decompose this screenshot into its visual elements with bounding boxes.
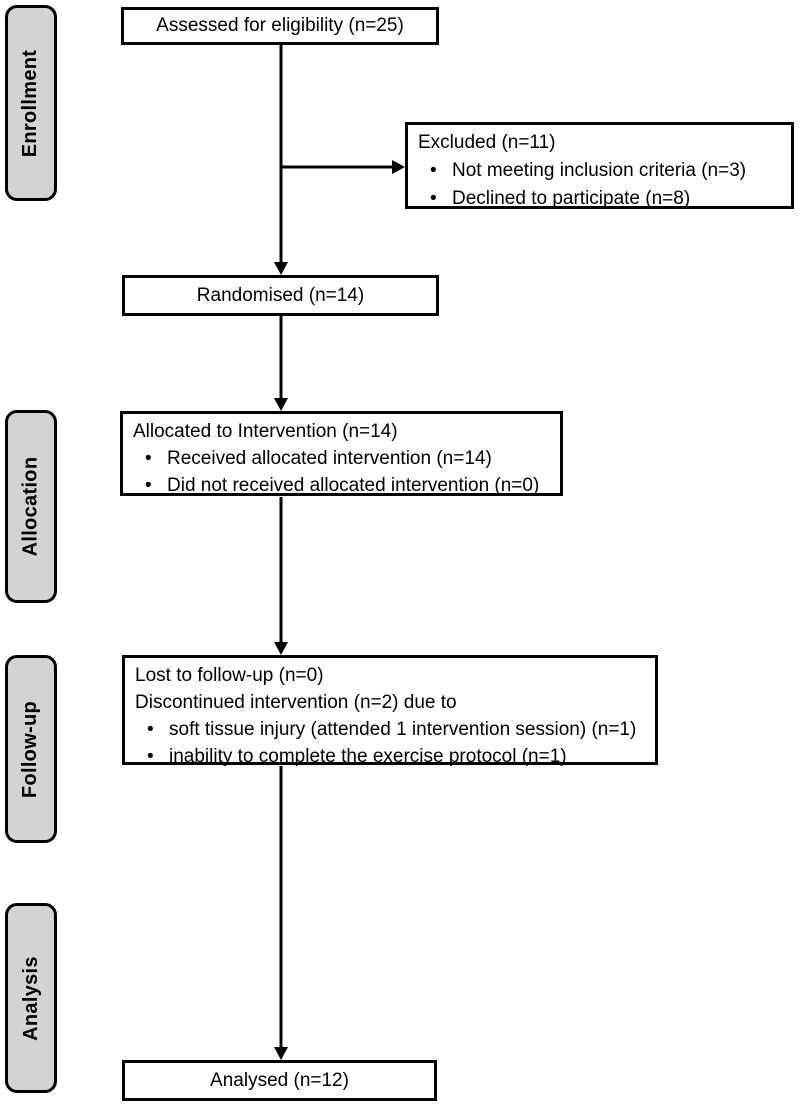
box-analysed-text: Analysed (n=12) <box>210 1069 349 1091</box>
box-assessed-text: Assessed for eligibility (n=25) <box>156 15 404 36</box>
stage-label-analysis-text: Analysis <box>19 955 42 1041</box>
list-item: • Declined to participate (n=8) <box>418 185 781 213</box>
list-item: • Received allocated intervention (n=14) <box>133 445 550 472</box>
box-allocated-bullet-list <box>133 445 550 499</box>
box-analysed <box>122 1060 437 1101</box>
box-followup-bullet-list <box>135 716 645 770</box>
box-allocated-to-intervention <box>120 411 563 496</box>
stage-label-followup-text: Follow-up <box>19 700 42 798</box>
stage-label-analysis <box>5 903 57 1093</box>
stage-label-allocation <box>5 410 57 603</box>
stage-label-allocation-text: Allocation <box>19 456 42 557</box>
box-randomised-text: Randomised (n=14) <box>196 284 365 306</box>
arrow-assessed-to-randomised <box>274 45 288 275</box>
list-item: • Not meeting inclusion criteria (n=3) <box>418 157 781 185</box>
arrow-followup-to-analysed <box>274 766 288 1060</box>
box-followup-line-2: Discontinued intervention (n=2) due to <box>135 692 457 713</box>
arrow-randomised-to-allocated <box>274 316 288 411</box>
list-item: • inability to complete the exercise protocol (n=1) <box>135 743 645 770</box>
box-randomised <box>122 275 439 316</box>
box-followup-line-1: Lost to follow-up (n=0) <box>135 665 324 686</box>
stage-label-enrollment-text: Enrollment <box>19 49 42 157</box>
box-excluded <box>405 122 794 209</box>
stage-label-followup <box>5 655 57 843</box>
box-assessed-for-eligibility <box>121 7 439 45</box>
list-item: • Did not received allocated intervention (n=0) <box>133 472 550 499</box>
stage-label-enrollment <box>5 5 57 201</box>
box-lost-to-followup <box>122 655 658 765</box>
arrow-allocated-to-followup <box>274 497 288 655</box>
box-excluded-title: Excluded (n=11) <box>418 132 556 153</box>
list-item: • soft tissue injury (attended 1 intervention session) (n=1) <box>135 716 645 743</box>
box-excluded-bullet-list <box>418 157 781 213</box>
arrow-branch-to-excluded <box>281 160 405 174</box>
box-allocated-title: Allocated to Intervention (n=14) <box>133 421 398 442</box>
